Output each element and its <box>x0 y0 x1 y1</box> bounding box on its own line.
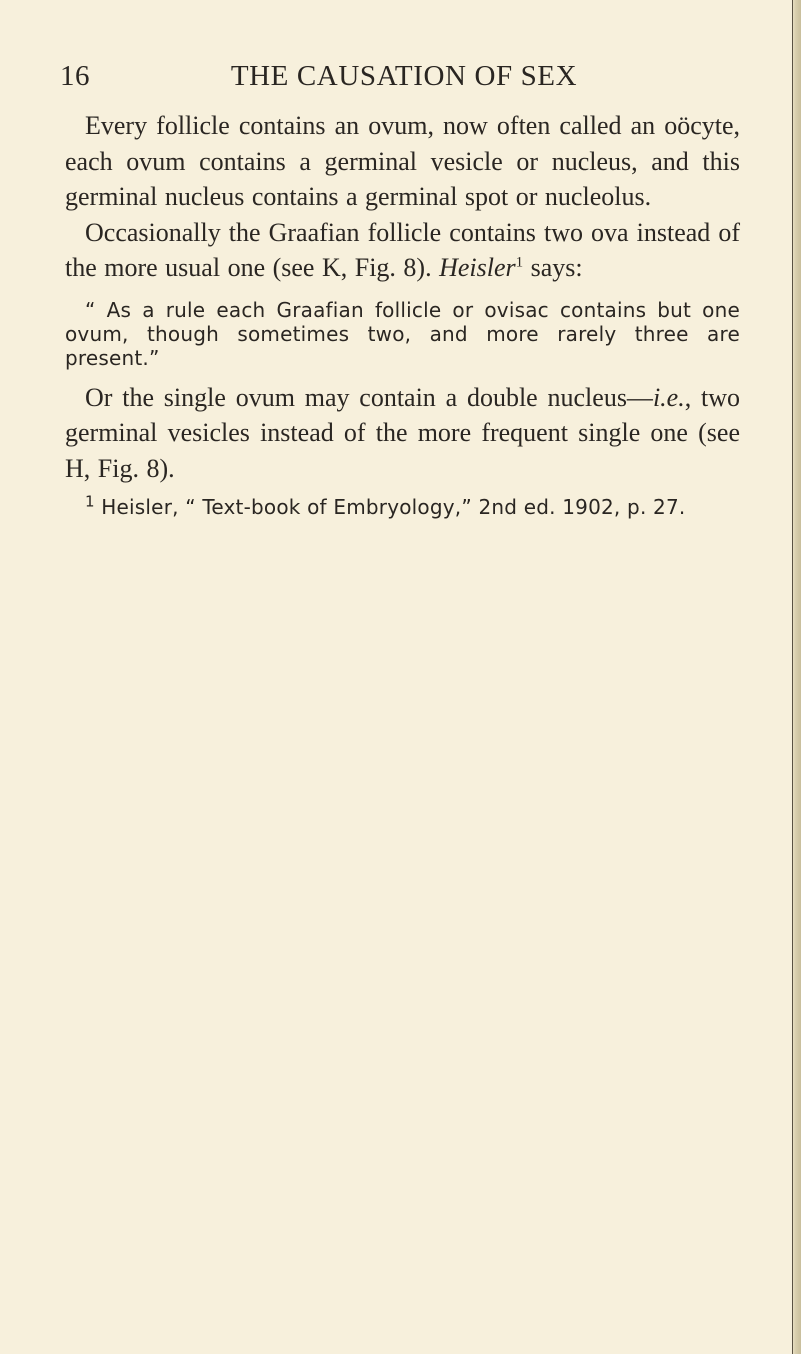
paragraph-1: Every follicle contains an ovum, now often called an oöcyte, each ovum contains a germinal vesicle or nucleus, and this germinal nucleus contains a germinal spot or nucleolus. <box>65 111 740 211</box>
paragraph-2 <box>65 215 740 286</box>
footnote <box>65 494 740 520</box>
page-number: 16 <box>60 60 90 92</box>
paragraph-3-end: , two germinal vesicles instead of the more frequent single one (see H, Fig. 8). <box>65 382 741 483</box>
running-title: THE CAUSATION OF SEX <box>230 60 578 92</box>
footnote-marker: 1 <box>85 492 95 511</box>
author-name: Heisler <box>439 253 516 282</box>
paragraph-3-start: Or the single ovum may contain a double nucleus— <box>85 382 653 412</box>
page-header <box>60 60 740 100</box>
paragraph-2-end: says: <box>523 253 583 282</box>
page-edge <box>792 0 801 1354</box>
footnote-ref: 1 <box>515 254 524 271</box>
block-quote: “ As a rule each Graafian follicle or ovisac contains but one ovum, though sometimes two, and more rarely three are present.” <box>65 297 740 370</box>
body-text <box>65 108 740 520</box>
footnote-text: Heisler, “ Text-book of Embryology,” 2nd ed. 1902, p. 27. <box>94 495 686 519</box>
paragraph-2-start: Occasionally the Graafian follicle contains two ova instead of the more usual one (see K, Fig. 8). <box>65 217 740 282</box>
ie-abbrev: i.e. <box>652 382 685 412</box>
paragraph-3 <box>65 380 740 487</box>
page-edge-line <box>792 0 793 1354</box>
